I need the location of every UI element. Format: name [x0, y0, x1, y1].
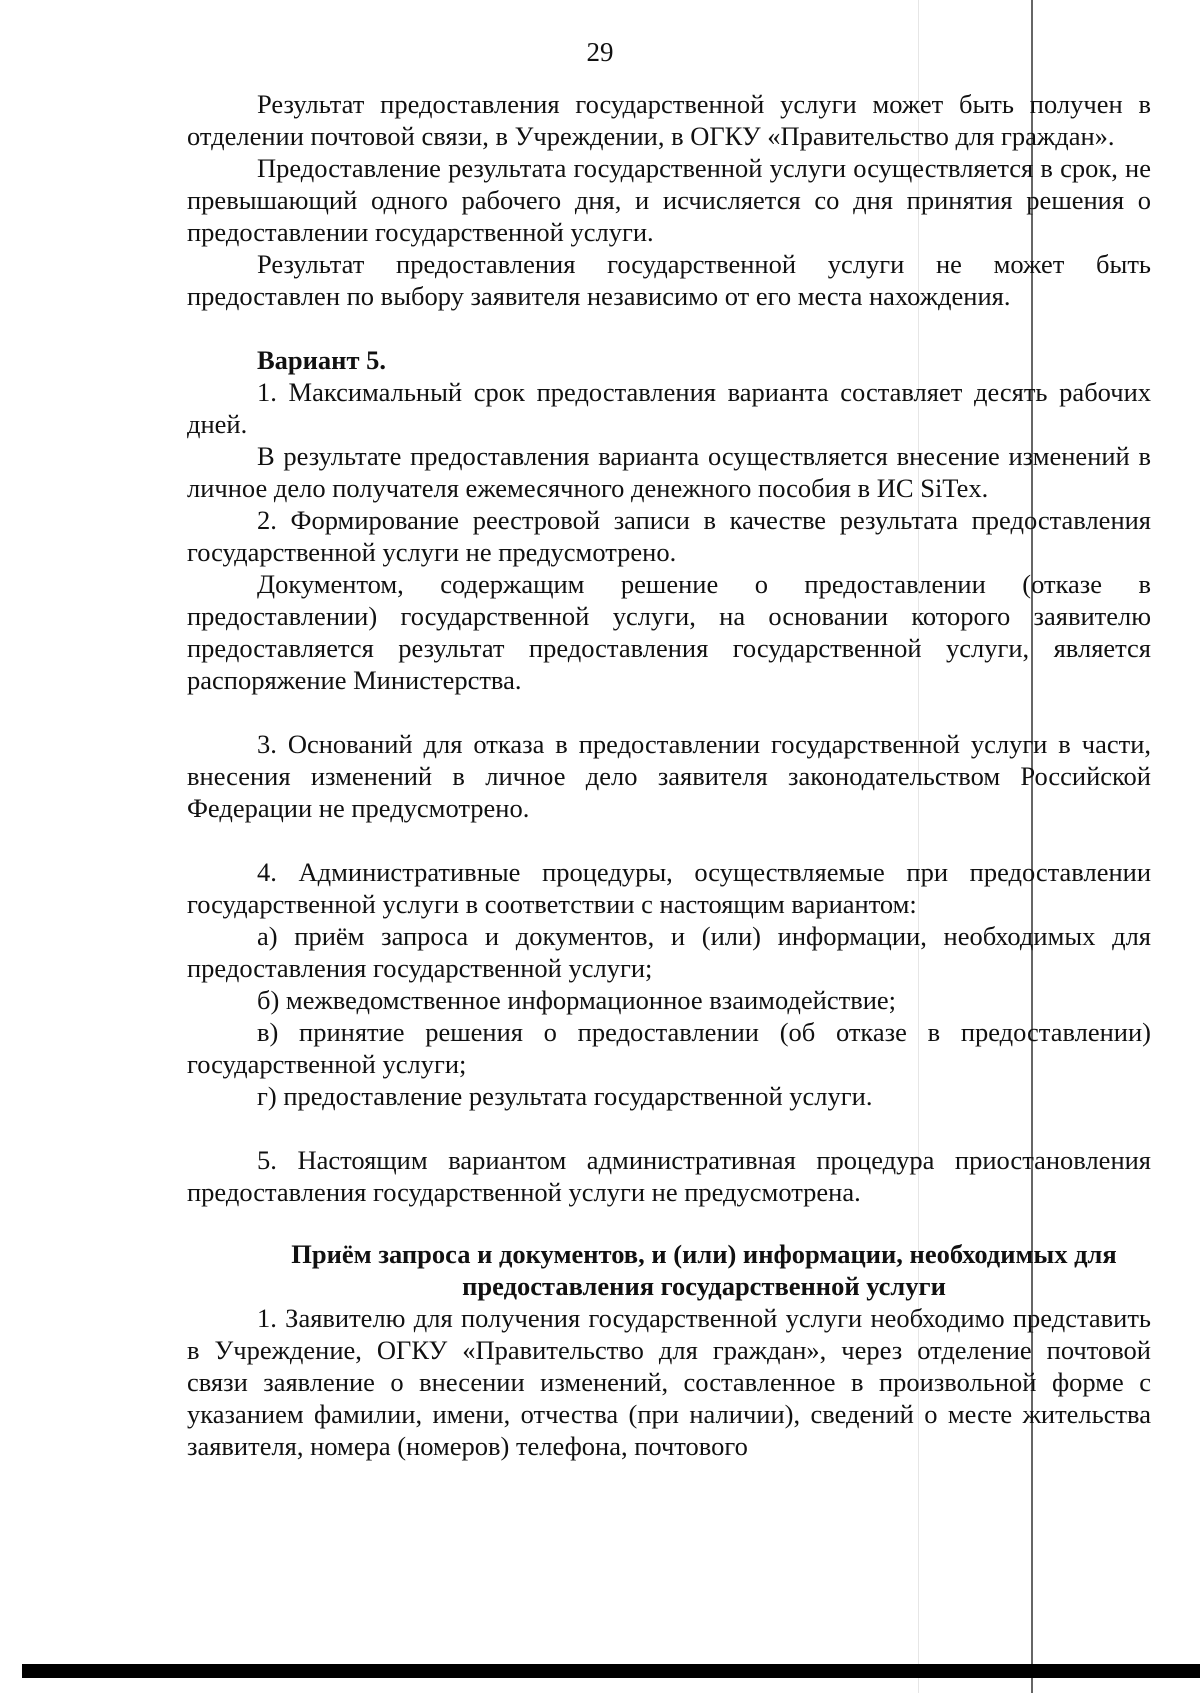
paragraph-registry-record: 2. Формирование реестровой записи в качестве результата предоставления государственной услуги не предусмотрено.: [187, 505, 1151, 567]
section-heading: Приём запроса и документов, и (или) информации, необходимых для предоставления государственной услуги: [291, 1239, 1117, 1301]
paragraph-decision-document: Документом, содержащим решение о предоставлении (отказе в предоставлении) государственной услуги, на основании которого заявителю предоставляется результат предоставления государственной услуги, является распоряжение Министерства.: [187, 569, 1151, 695]
scan-bottom-edge: [22, 1664, 1200, 1678]
paragraph-result-location: Результат предоставления государственной услуги не может быть предоставлен по выбору заявителя независимо от его места нахождения.: [187, 249, 1151, 311]
paragraph-suspension: 5. Настоящим вариантом административная процедура приостановления предоставления государственной услуги не предусмотрена.: [187, 1145, 1151, 1207]
paragraph-applicant-submission: 1. Заявителю для получения государственной услуги необходимо представить в Учреждение, ОГКУ «Правительство для граждан», через отделение почтовой связи заявление о внесении изменений, составленное в произвольной форме с указанием фамилии, имени, отчества (при наличии), сведений о месте жительства заявителя, номера (номеров) телефона, почтового: [187, 1303, 1151, 1461]
document-body: [187, 88, 1151, 1462]
paragraph-admin-procedures: 4. Административные процедуры, осуществляемые при предоставлении государственной услуги в соответствии с настоящим вариантом:: [187, 857, 1151, 919]
paragraph-result-delivery: Результат предоставления государственной услуги может быть получен в отделении почтовой связи, в Учреждении, в ОГКУ «Правительство для граждан».: [187, 89, 1151, 151]
list-item-a: а) приём запроса и документов, и (или) информации, необходимых для предоставления государственной услуги;: [187, 921, 1151, 983]
list-item-b: б) межведомственное информационное взаимодействие;: [257, 985, 897, 1015]
list-item-g: г) предоставление результата государственной услуги.: [257, 1081, 873, 1111]
paragraph-max-term: 1. Максимальный срок предоставления варианта составляет десять рабочих дней.: [187, 377, 1151, 439]
paragraph-variant-result: В результате предоставления варианта осуществляется внесение изменений в личное дело получателя ежемесячного денежного пособия в ИС SiTex.: [187, 441, 1151, 503]
variant-heading: Вариант 5.: [257, 345, 386, 375]
paragraph-result-term: Предоставление результата государственной услуги осуществляется в срок, не превышающий одного рабочего дня, и исчисляется со дня принятия решения о предоставлении государственной услуги.: [187, 153, 1151, 247]
paragraph-refusal-grounds: 3. Оснований для отказа в предоставлении государственной услуги в части, внесения изменений в личное дело заявителя законодательством Российской Федерации не предусмотрено.: [187, 729, 1151, 823]
page-number: 29: [586, 37, 614, 67]
list-item-v: в) принятие решения о предоставлении (об отказе в предоставлении) государственной услуги;: [187, 1017, 1151, 1079]
